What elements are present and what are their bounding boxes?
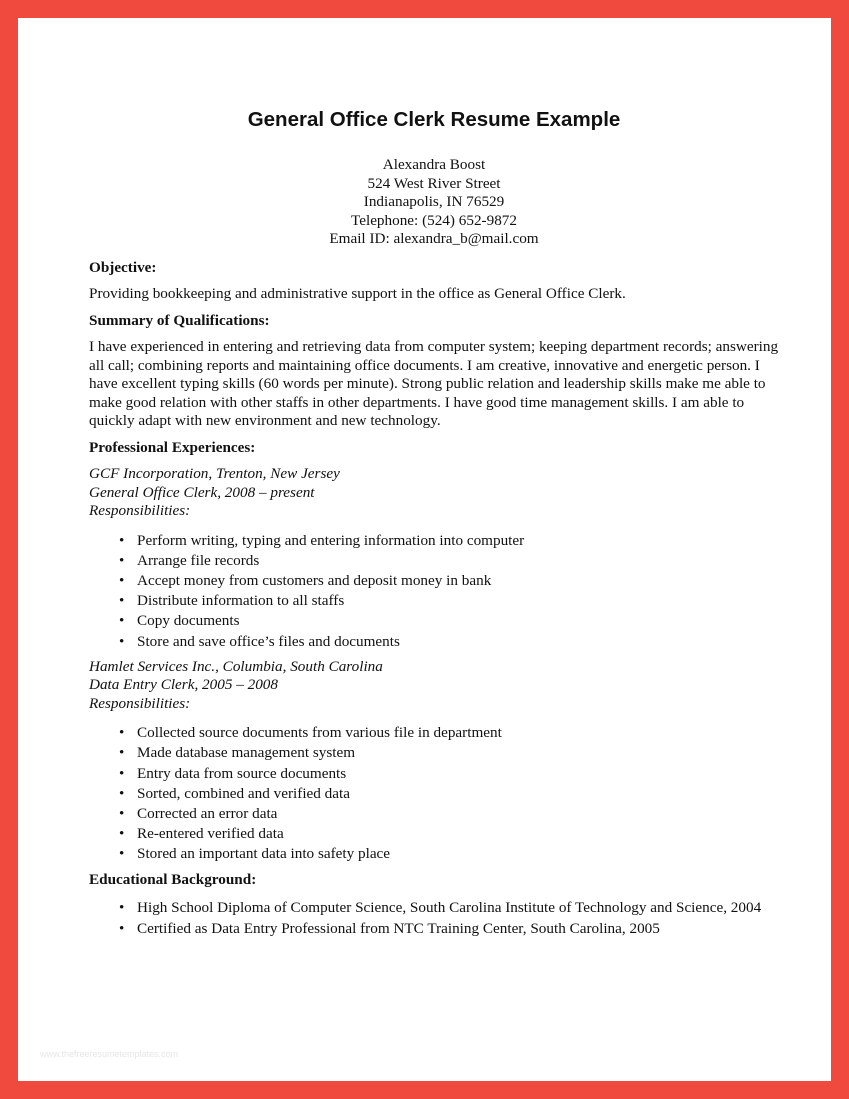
bullet-icon: • xyxy=(119,724,125,742)
bullet-icon: • xyxy=(119,764,125,782)
list-item-text: Corrected an error data xyxy=(137,805,278,823)
list-item-text: Arrange file records xyxy=(137,551,260,569)
bullet-icon: • xyxy=(119,612,125,630)
resume-page xyxy=(18,18,831,1081)
job-responsibilities-list xyxy=(89,723,779,864)
list-item xyxy=(119,611,779,631)
summary-text: I have experienced in entering and retrieving data from computer system; keeping department records; answering all call; combining reports and maintaining office documents. I am creative, innovative and energetic person. I have excellent typing skills (60 words per minute). Strong public relation and leadership skills make me able to make good relation with other staffs in other departments. I have good time management skills. I am able to quickly adapt with new environment and new technology. xyxy=(89,338,779,429)
contact-street: 524 West River Street xyxy=(367,174,501,192)
contact-email: Email ID: alexandra_b@mail.com xyxy=(329,230,539,247)
job-entry-1 xyxy=(89,465,779,652)
list-item xyxy=(119,591,779,611)
list-item xyxy=(119,844,779,864)
education-heading: Educational Background: xyxy=(89,870,257,888)
list-item xyxy=(119,784,779,804)
resume-content xyxy=(89,108,779,944)
job-responsibilities-list xyxy=(89,531,779,652)
list-item xyxy=(119,764,779,784)
job-company: GCF Incorporation, Trenton, New Jersey xyxy=(89,465,340,482)
list-item xyxy=(119,743,779,763)
list-item-text: Entry data from source documents xyxy=(137,764,347,782)
list-item-text: Stored an important data into safety place xyxy=(137,845,391,863)
list-item xyxy=(119,632,779,652)
education-list xyxy=(89,899,779,938)
bullet-icon: • xyxy=(119,531,125,549)
list-item xyxy=(119,723,779,743)
bullet-icon: • xyxy=(119,632,125,650)
list-item-text: Made database management system xyxy=(137,744,356,762)
objective-text: Providing bookkeeping and administrative support in the office as General Office Clerk. xyxy=(89,285,626,302)
job-company: Hamlet Services Inc., Columbia, South Carolina xyxy=(89,657,383,675)
bullet-icon: • xyxy=(119,744,125,762)
contact-city: Indianapolis, IN 76529 xyxy=(363,193,505,210)
bullet-icon: • xyxy=(119,825,125,843)
list-item xyxy=(119,920,779,939)
contact-name: Alexandra Boost xyxy=(382,156,486,173)
bullet-icon: • xyxy=(119,571,125,589)
bullet-icon: • xyxy=(119,592,125,610)
summary-heading: Summary of Qualifications: xyxy=(89,311,270,329)
contact-telephone: Telephone: (524) 652-9872 xyxy=(351,211,517,229)
job-role: General Office Clerk, 2008 – present xyxy=(89,483,315,501)
list-item-text: Copy documents xyxy=(137,612,240,630)
contact-block xyxy=(89,156,779,249)
job-responsibilities-label: Responsibilities: xyxy=(89,694,191,712)
list-item xyxy=(119,571,779,591)
objective-heading: Objective: xyxy=(89,258,157,276)
bullet-icon: • xyxy=(119,805,125,823)
bullet-icon: • xyxy=(119,784,125,802)
list-item xyxy=(119,824,779,844)
list-item xyxy=(119,551,779,571)
job-role: Data Entry Clerk, 2005 – 2008 xyxy=(89,676,278,694)
job-entry-2 xyxy=(89,658,779,865)
list-item xyxy=(119,531,779,551)
watermark-text: www.thefreeresumetemplates.com xyxy=(40,1049,179,1059)
list-item-text: High School Diploma of Computer Science, South Carolina Institute of Technology and Science, 2004 xyxy=(137,899,762,917)
job-responsibilities-label: Responsibilities: xyxy=(89,502,191,519)
list-item-text: Perform writing, typing and entering information into computer xyxy=(137,531,525,549)
list-item-text: Sorted, combined and verified data xyxy=(137,784,350,802)
list-item-text: Accept money from customers and deposit money in bank xyxy=(137,571,492,589)
list-item-text: Re-entered verified data xyxy=(137,825,284,843)
list-item xyxy=(119,804,779,824)
bullet-icon: • xyxy=(119,899,125,917)
bullet-icon: • xyxy=(119,551,125,569)
list-item xyxy=(119,899,779,918)
list-item-text: Collected source documents from various file in department xyxy=(137,724,502,742)
list-item-text: Certified as Data Entry Professional from NTC Training Center, South Carolina, 2005 xyxy=(137,919,660,937)
experience-heading: Professional Experiences: xyxy=(89,438,256,456)
list-item-text: Store and save office’s files and documents xyxy=(137,632,400,650)
document-title: General Office Clerk Resume Example xyxy=(247,108,621,131)
bullet-icon: • xyxy=(119,845,125,863)
bullet-icon: • xyxy=(119,919,125,937)
list-item-text: Distribute information to all staffs xyxy=(137,592,345,610)
